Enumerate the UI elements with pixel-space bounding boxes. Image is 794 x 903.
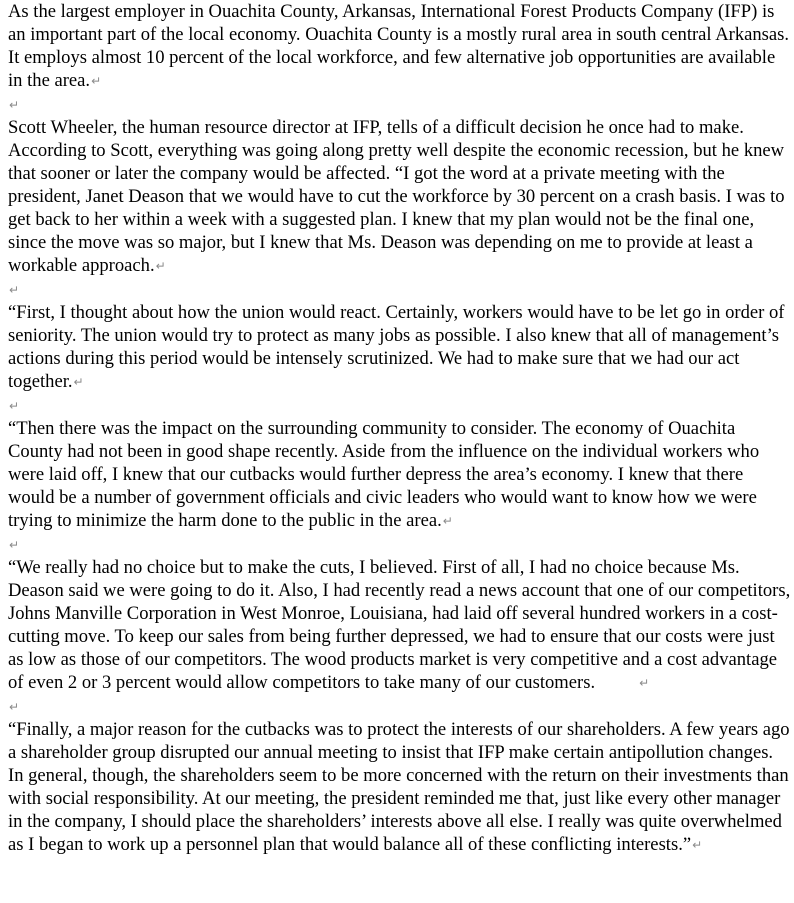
- paragraph-mark-icon: ↵: [9, 399, 20, 413]
- paragraph-6: [8, 718, 792, 857]
- empty-paragraph: [8, 93, 792, 116]
- empty-paragraph: [8, 695, 792, 718]
- document-body[interactable]: [8, 0, 792, 857]
- paragraph-6-text: “Finally, a major reason for the cutbacks was to protect the interests of our shareholders. A few years ago a shareholder group disrupted our annual meeting to insist that IFP make certain antipollution changes. In general, though, the shareholders seem to be more concerned with the return on their investments than with social responsibility. At our meeting, the president reminded me that, just like every other manager in the company, I should place the shareholders’ interests above all else. I really was quite overwhelmed as I began to work up a personnel plan that would balance all of these conflicting interests.”: [8, 719, 790, 855]
- empty-paragraph: [8, 394, 792, 417]
- paragraph-mark-icon: ↵: [91, 74, 102, 88]
- paragraph-mark-icon: ↵: [9, 538, 20, 552]
- paragraph-4-text: “Then there was the impact on the surrounding community to consider. The economy of Ouachita County had not been in good shape recently. Aside from the influence on the individual workers who were laid off, I knew that our cutbacks would further depress the area’s economy. I knew that there would be a number of government officials and civic leaders who would want to know how we were trying to minimize the harm done to the public in the area.: [8, 418, 760, 531]
- paragraph-1: [8, 0, 792, 93]
- paragraph-mark-icon: ↵: [9, 283, 20, 297]
- paragraph-mark-icon: ↵: [639, 676, 650, 690]
- paragraph-4: [8, 417, 792, 533]
- paragraph-3-text: “First, I thought about how the union would react. Certainly, workers would have to be let go in order of seniority. The union would try to protect as many jobs as possible. I also knew that all of management’s actions during this period would be intensely scrutinized. We had to make sure that we had our act together.: [8, 302, 785, 392]
- paragraph-2: [8, 116, 792, 278]
- paragraph-5: [8, 556, 792, 695]
- paragraph-mark-icon: ↵: [442, 514, 453, 528]
- paragraph-mark-icon: ↵: [155, 259, 166, 273]
- paragraph-3: [8, 301, 792, 394]
- paragraph-mark-icon: ↵: [9, 700, 20, 714]
- paragraph-mark-icon: ↵: [9, 98, 20, 112]
- paragraph-5-text: “We really had no choice but to make the cuts, I believed. First of all, I had no choice because Ms. Deason said we were going to do it. Also, I had recently read a news account that one of our competitors, Johns Manville Corporation in West Monroe, Louisiana, had laid off several hundred workers in a cost-cutting move. To keep our sales from being further depressed, we had to ensure that our costs were just as low as those of our competitors. The wood products market is very competitive and a cost advantage of even 2 or 3 percent would allow competitors to take many of our customers.: [8, 557, 791, 693]
- paragraph-1-text: As the largest employer in Ouachita County, Arkansas, International Forest Products Company (IFP) is an important part of the local economy. Ouachita County is a mostly rural area in south central Arkansas. It employs almost 10 percent of the local workforce, and few alternative job opportunities are available in the area.: [8, 1, 790, 91]
- paragraph-mark-icon: ↵: [692, 838, 703, 852]
- paragraph-mark-icon: ↵: [73, 375, 84, 389]
- paragraph-2-text: Scott Wheeler, the human resource director at IFP, tells of a difficult decision he once had to make. According to Scott, everything was going along pretty well despite the economic recession, but he knew that sooner or later the company would be affected. “I got the word at a private meeting with the president, Janet Deason that we would have to cut the workforce by 30 percent on a crash basis. I was to get back to her within a week with a suggested plan. I knew that my plan would not be the final one, since the move was so major, but I knew that Ms. Deason was depending on me to provide at least a workable approach.: [8, 117, 785, 276]
- empty-paragraph: [8, 533, 792, 556]
- empty-paragraph: [8, 278, 792, 301]
